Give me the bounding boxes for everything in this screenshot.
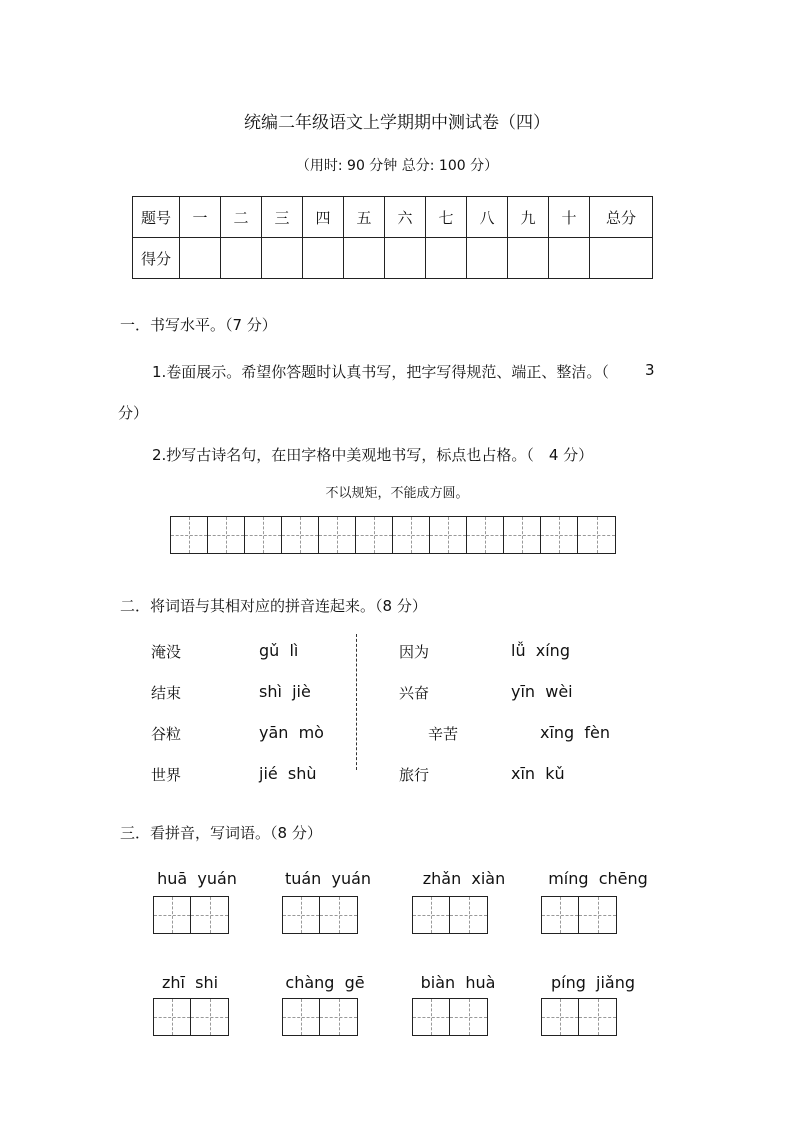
score-cell[interactable] xyxy=(180,238,221,279)
score-cell[interactable] xyxy=(508,238,549,279)
pinyin-prompt: huā yuán xyxy=(157,869,237,888)
grid-cell[interactable] xyxy=(504,517,541,553)
pinyin-prompt: tuán yuán xyxy=(284,869,372,888)
answer-grid[interactable] xyxy=(282,896,358,934)
header-cell: 五 xyxy=(344,197,385,238)
right-pinyin[interactable]: yīn wèi xyxy=(511,682,573,701)
section3-heading: 三．看拼音，写词语。（8 分） xyxy=(120,824,322,842)
score-cell[interactable] xyxy=(549,238,590,279)
left-word[interactable]: 淹没 xyxy=(151,643,182,661)
answer-grid[interactable] xyxy=(153,896,229,934)
exam-subtitle: （用时: 90 分钟 总分: 100 分） xyxy=(295,158,499,174)
answer-grid[interactable] xyxy=(282,998,358,1036)
pinyin-prompt: píng jiǎng xyxy=(550,973,636,992)
answer-grid[interactable] xyxy=(541,896,617,934)
section2-heading: 二．将词语与其相对应的拼音连起来。（8 分） xyxy=(120,597,427,615)
header-cell: 题号 xyxy=(133,197,180,238)
right-pinyin[interactable]: lǚ xíng xyxy=(511,641,570,660)
score-cell[interactable] xyxy=(344,238,385,279)
left-word[interactable]: 世界 xyxy=(151,766,182,784)
grid-cell[interactable] xyxy=(171,517,208,553)
answer-grid[interactable] xyxy=(541,998,617,1036)
left-word[interactable]: 谷粒 xyxy=(151,725,182,743)
score-cell[interactable] xyxy=(467,238,508,279)
left-pinyin[interactable]: yān mò xyxy=(259,723,324,742)
pinyin-prompt: zhǎn xiàn xyxy=(422,869,506,888)
answer-grid[interactable] xyxy=(412,896,488,934)
right-word[interactable]: 兴奋 xyxy=(399,684,430,702)
score-cell[interactable] xyxy=(426,238,467,279)
left-pinyin[interactable]: shì jiè xyxy=(259,682,311,701)
grid-cell[interactable] xyxy=(467,517,504,553)
answer-grid[interactable] xyxy=(412,998,488,1036)
pinyin-prompt: míng chēng xyxy=(548,869,648,888)
grid-cell[interactable] xyxy=(578,517,615,553)
grid-cell[interactable] xyxy=(356,517,393,553)
score-cell[interactable] xyxy=(303,238,344,279)
section1-item1 xyxy=(152,361,672,382)
header-cell: 十 xyxy=(549,197,590,238)
dashed-divider xyxy=(356,634,357,770)
score-cell[interactable] xyxy=(385,238,426,279)
grid-cell[interactable] xyxy=(282,517,319,553)
row-label: 得分 xyxy=(133,238,180,279)
pinyin-prompt: zhī shi xyxy=(161,973,219,992)
score-cell[interactable] xyxy=(262,238,303,279)
grid-cell[interactable] xyxy=(541,517,578,553)
item1-tail: 分） xyxy=(118,404,149,422)
left-pinyin[interactable]: jié shù xyxy=(259,764,317,783)
grid-cell[interactable] xyxy=(430,517,467,553)
score-table-score-row xyxy=(133,238,653,279)
header-cell: 九 xyxy=(508,197,549,238)
header-cell: 总分 xyxy=(590,197,653,238)
section1-item2: 2.抄写古诗名句，在田字格中美观地书写，标点也占格。（ 4 分） xyxy=(152,446,594,464)
copy-grid[interactable] xyxy=(170,516,616,554)
left-word[interactable]: 结束 xyxy=(151,684,182,702)
grid-cell[interactable] xyxy=(208,517,245,553)
pinyin-prompt: chàng gē xyxy=(285,973,365,992)
pinyin-prompt: biàn huà xyxy=(420,973,496,992)
proverb-text: 不以规矩，不能成方圆。 xyxy=(325,486,469,501)
score-table xyxy=(132,196,653,279)
header-cell: 三 xyxy=(262,197,303,238)
header-cell: 二 xyxy=(221,197,262,238)
grid-cell[interactable] xyxy=(393,517,430,553)
right-pinyin[interactable]: xīng fèn xyxy=(540,723,610,742)
answer-grid[interactable] xyxy=(153,998,229,1036)
left-pinyin[interactable]: gǔ lì xyxy=(259,641,299,660)
right-pinyin[interactable]: xīn kǔ xyxy=(511,764,565,783)
right-word[interactable]: 因为 xyxy=(399,643,430,661)
item1-points: 3 xyxy=(645,361,655,379)
header-cell: 四 xyxy=(303,197,344,238)
score-cell[interactable] xyxy=(221,238,262,279)
right-word[interactable]: 辛苦 xyxy=(428,725,459,743)
item1-text: 1.卷面展示。希望你答题时认真书写，把字写得规范、端正、整洁。（ xyxy=(152,363,609,381)
right-word[interactable]: 旅行 xyxy=(399,766,430,784)
header-cell: 八 xyxy=(467,197,508,238)
header-cell: 六 xyxy=(385,197,426,238)
grid-cell[interactable] xyxy=(245,517,282,553)
header-cell: 一 xyxy=(180,197,221,238)
grid-cell[interactable] xyxy=(319,517,356,553)
score-table-header-row xyxy=(133,197,653,238)
exam-title: 统编二年级语文上学期期中测试卷（四） xyxy=(244,113,550,133)
header-cell: 七 xyxy=(426,197,467,238)
score-cell[interactable] xyxy=(590,238,653,279)
section1-heading: 一．书写水平。（7 分） xyxy=(120,316,277,334)
